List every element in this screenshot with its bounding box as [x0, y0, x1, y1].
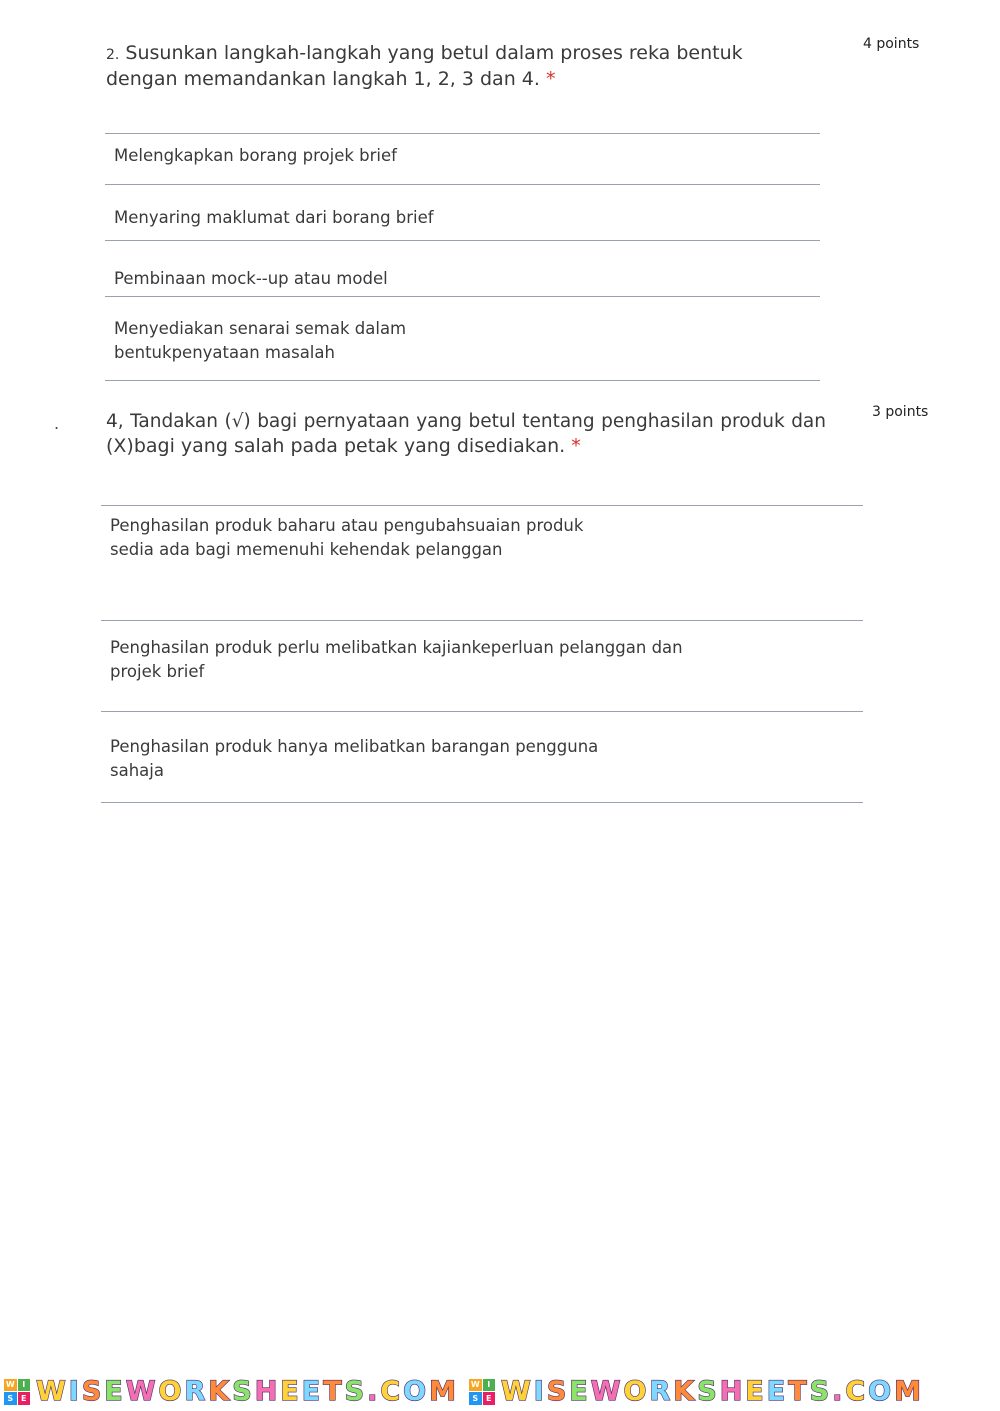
q2-option-2[interactable]	[114, 206, 814, 230]
brand-letter: W	[501, 1376, 534, 1407]
brand-letter: O	[868, 1376, 895, 1407]
q4-divider	[101, 711, 863, 712]
question-4-points: 3 points	[872, 404, 929, 420]
statement-text: Penghasilan produk baharu atau pengubahsuaian produk	[110, 516, 584, 535]
brand-letter: C	[845, 1376, 869, 1407]
q2-option-1[interactable]	[114, 144, 814, 168]
brand-letter: I	[68, 1376, 82, 1407]
logo-letter: W	[5, 1380, 15, 1390]
brand-name	[36, 1376, 459, 1407]
brand-letter: T	[788, 1376, 810, 1407]
statement-text: sedia ada bagi memenuhi kehendak pelanggan	[110, 540, 503, 559]
logo-letter: I	[18, 1379, 31, 1392]
logo-letter: S	[469, 1392, 482, 1405]
logo-letter: I	[483, 1379, 496, 1392]
brand-letter: .	[367, 1376, 381, 1407]
q2-option-4[interactable]	[114, 317, 814, 365]
brand-letter: W	[590, 1376, 624, 1407]
brand-letter: W	[36, 1376, 69, 1407]
question-2-points: 4 points	[863, 36, 920, 52]
option-text: Menyediakan senarai semak dalam	[114, 319, 407, 338]
brand-letter: H	[719, 1376, 746, 1407]
q4-divider	[101, 802, 863, 803]
option-text: Menyaring maklumat dari borang brief	[114, 208, 434, 227]
brand-letter: .	[832, 1376, 846, 1407]
statement-text: sahaja	[110, 761, 164, 780]
brand-letter: S	[81, 1376, 105, 1407]
brand-letter: S	[232, 1376, 255, 1407]
brand-letter: E	[569, 1376, 591, 1407]
q2-divider	[105, 240, 820, 241]
brand-letter: M	[429, 1376, 459, 1407]
brand-letter: E	[745, 1376, 767, 1407]
q2-option-3[interactable]	[114, 267, 814, 291]
logo-letter: E	[18, 1392, 31, 1405]
brand-letter: O	[158, 1376, 185, 1407]
brand-letter: R	[184, 1376, 209, 1407]
q4-statement-3[interactable]	[110, 735, 850, 783]
question-2-number: 2.	[106, 47, 120, 63]
question-4-line-2: (X)bagi yang salah pada petak yang disediakan.	[106, 435, 566, 457]
q2-divider	[105, 296, 820, 297]
brand-letter: S	[546, 1376, 570, 1407]
logo-letter: S	[4, 1392, 17, 1405]
logo-letter: E	[483, 1392, 496, 1405]
brand-letter: T	[323, 1376, 345, 1407]
brand-letter: R	[649, 1376, 674, 1407]
option-text: Pembinaan mock--up atau model	[114, 269, 388, 288]
stray-dot: .	[54, 414, 60, 433]
question-4-prompt	[106, 410, 826, 458]
brand-letter: S	[344, 1376, 368, 1407]
brand-name	[501, 1376, 924, 1407]
q2-divider	[105, 380, 820, 381]
brand-letter: C	[380, 1376, 404, 1407]
statement-text: projek brief	[110, 662, 205, 681]
required-asterisk: *	[571, 435, 581, 457]
statement-text: Penghasilan produk perlu melibatkan kajiankeperluan pelanggan dan	[110, 638, 683, 657]
option-text: bentukpenyataan masalah	[114, 343, 335, 362]
brand-logo-icon	[469, 1379, 495, 1405]
brand-letter: E	[104, 1376, 126, 1407]
brand-letter: S	[809, 1376, 833, 1407]
brand-letter: S	[697, 1376, 720, 1407]
required-asterisk: *	[545, 68, 556, 90]
footer-watermark	[0, 1372, 1000, 1411]
brand-letter: I	[533, 1376, 547, 1407]
q2-divider	[105, 184, 820, 185]
brand-letter: M	[894, 1376, 924, 1407]
logo-letter: W	[470, 1380, 480, 1390]
brand-letter: O	[623, 1376, 650, 1407]
q2-divider-top	[105, 133, 820, 134]
brand-letter: O	[403, 1376, 430, 1407]
question-2-prompt	[106, 41, 826, 91]
q4-divider	[101, 620, 863, 621]
brand-letter: K	[208, 1376, 233, 1407]
question-2-line-1: Susunkan langkah-langkah yang betul dalam proses reka bentuk	[125, 42, 743, 64]
brand-block	[0, 1376, 459, 1407]
option-text: Melengkapkan borang projek brief	[114, 146, 397, 165]
brand-logo-icon	[4, 1379, 30, 1405]
q4-statement-2[interactable]	[110, 636, 850, 684]
brand-letter: E	[280, 1376, 302, 1407]
brand-letter: W	[125, 1376, 159, 1407]
q4-divider-top	[101, 505, 863, 506]
question-2-line-2: dengan memandankan langkah 1, 2, 3 dan 4.	[106, 68, 540, 90]
brand-letter: H	[254, 1376, 281, 1407]
brand-letter: E	[766, 1376, 789, 1407]
brand-block	[465, 1376, 924, 1407]
q4-statement-1[interactable]	[110, 514, 850, 562]
brand-letter: E	[301, 1376, 324, 1407]
brand-letter: K	[673, 1376, 698, 1407]
statement-text: Penghasilan produk hanya melibatkan barangan pengguna	[110, 737, 599, 756]
question-4-line-1: 4, Tandakan (√) bagi pernyataan yang betul tentang penghasilan produk dan	[106, 411, 826, 432]
